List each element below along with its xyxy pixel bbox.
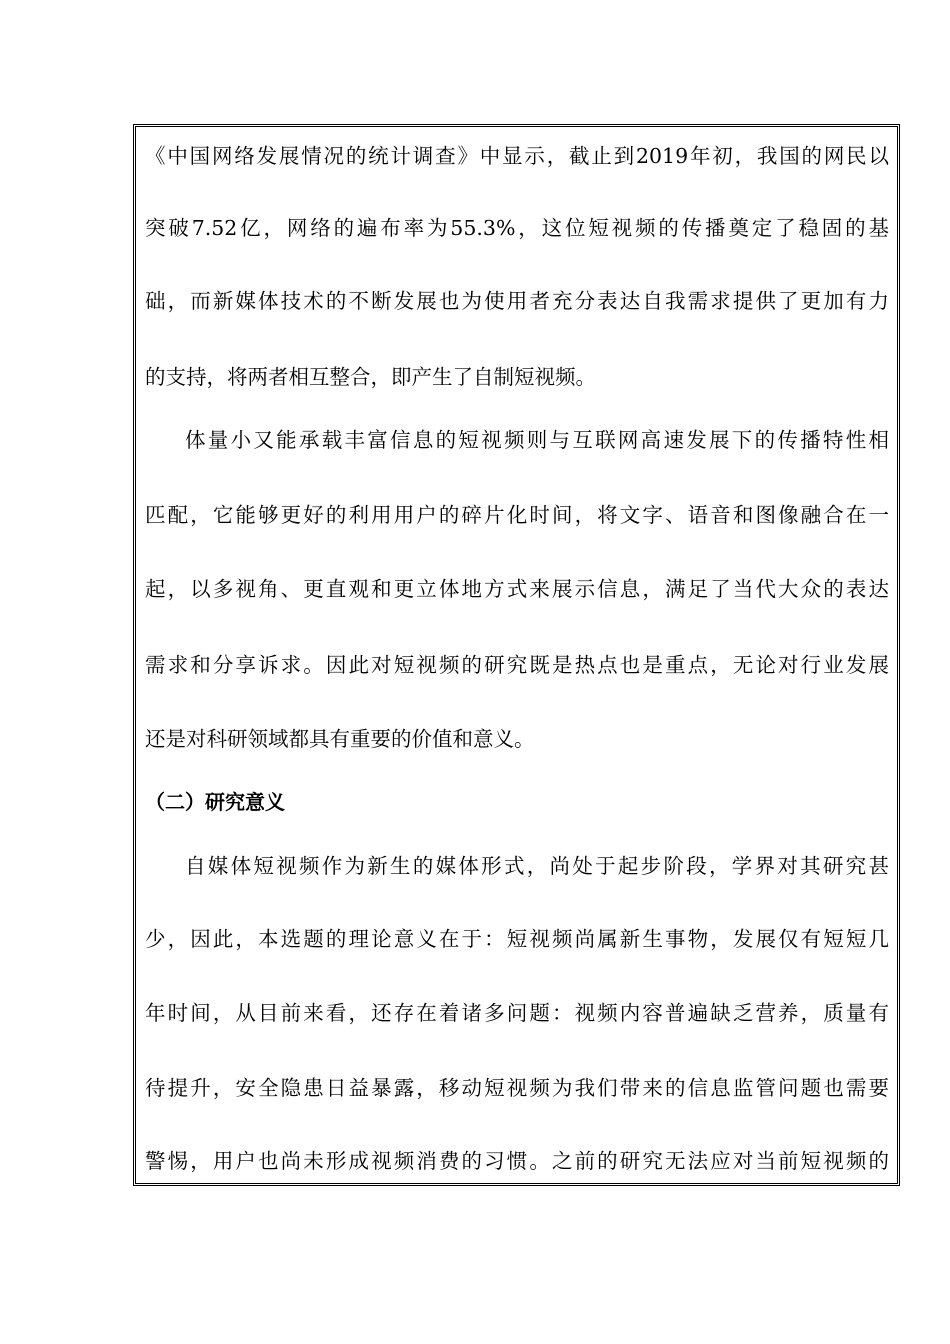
paragraph-line: 体量小又能承载丰富信息的短视频则与互联网高速发展下的传播特性相: [185, 428, 889, 452]
paragraph-line: 待提升，安全隐患日益暴露，移动短视频为我们带来的信息监管问题也需要: [145, 1076, 889, 1100]
paragraph-line: 还是对科研领域都具有重要的价值和意义。: [145, 727, 535, 751]
paragraph-line: 自媒体短视频作为新生的媒体形式，尚处于起步阶段，学界对其研究甚: [185, 854, 889, 878]
section-heading: （二）研究意义: [145, 790, 285, 814]
paragraph-line: 警惕，用户也尚未形成视频消费的习惯。之前的研究无法应对当前短视频的: [145, 1149, 889, 1173]
paragraph-line: 年时间，从目前来看，还存在着诸多问题：视频内容普遍缺乏营养，质量有: [145, 1001, 889, 1025]
paragraph-line: 突破7.52亿，网络的遍布率为55.3%，这位短视频的传播奠定了稳固的基: [145, 216, 889, 240]
paragraph-line: 起，以多视角、更直观和更立体地方式来展示信息，满足了当代大众的表达: [145, 577, 889, 601]
paragraph-line: 《中国网络发展情况的统计调查》中显示，截止到2019年初，我国的网民以: [145, 144, 889, 168]
paragraph-line: 础，而新媒体技术的不断发展也为使用者充分表达自我需求提供了更加有力: [145, 289, 889, 313]
paragraph-line: 需求和分享诉求。因此对短视频的研究既是热点也是重点，无论对行业发展: [145, 653, 889, 677]
paragraph-line: 匹配，它能够更好的利用用户的碎片化时间，将文字、语音和图像融合在一: [145, 503, 889, 527]
paragraph-line: 的支持，将两者相互整合，即产生了自制短视频。: [145, 365, 596, 389]
paragraph-line: 少，因此，本选题的理论意义在于：短视频尚属新生事物，发展仅有短短几: [145, 927, 889, 951]
